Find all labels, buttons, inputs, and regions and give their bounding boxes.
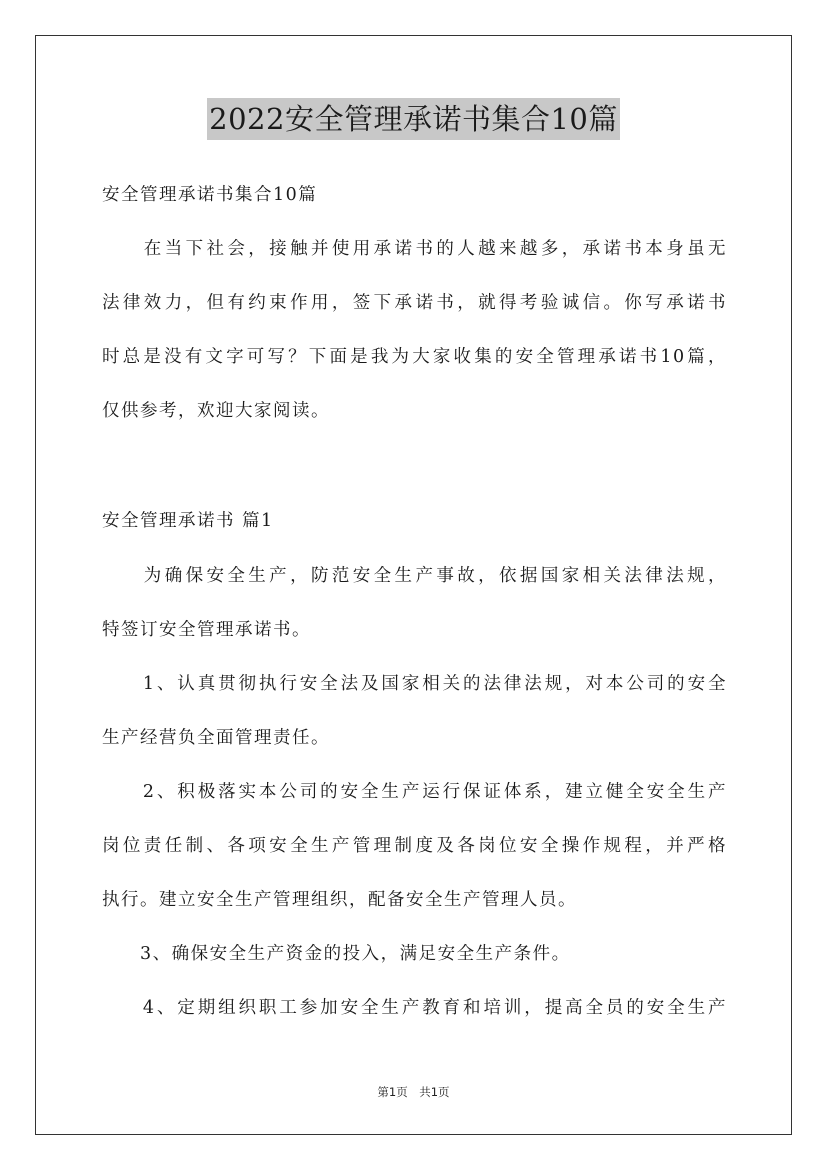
intro-heading: 安全管理承诺书集合10篇 [102,185,318,205]
intro-paragraph-line: 法律效力，但有约束作用，签下承诺书，就得考验诚信。你写承诺书 [102,293,727,313]
section-heading: 安全管理承诺书 篇1 [102,511,274,531]
body-paragraph-line: 4、定期组织职工参加安全生产教育和培训，提高全员的安全生产 [102,998,727,1018]
body-paragraph-line: 1、认真贯彻执行安全法及国家相关的法律法规，对本公司的安全 [102,674,727,694]
document-title: 2022安全管理承诺书集合10篇 [207,98,620,140]
body-paragraph-line: 3、确保安全生产资金的投入，满足安全生产条件。 [102,944,571,964]
body-paragraph-line: 执行。建立安全生产管理组织，配备安全生产管理人员。 [102,890,577,910]
intro-paragraph-line: 时总是没有文字可写？下面是我为大家收集的安全管理承诺书10篇， [102,347,727,367]
body-paragraph-line: 为确保安全生产，防范安全生产事故，依据国家相关法律法规， [102,566,727,586]
body-paragraph-line: 岗位责任制、各项安全生产管理制度及各岗位安全操作规程，并严格 [102,836,727,856]
body-paragraph-line: 特签订安全管理承诺书。 [102,620,311,640]
page-number-footer: 第1页 共1页 [377,1085,450,1099]
body-paragraph-line: 2、积极落实本公司的安全生产运行保证体系，建立健全安全生产 [102,782,727,802]
title-container [0,98,827,140]
body-paragraph-line: 生产经营负全面管理责任。 [102,728,330,748]
intro-paragraph-line: 仅供参考，欢迎大家阅读。 [102,401,330,421]
intro-paragraph-line: 在当下社会，接触并使用承诺书的人越来越多，承诺书本身虽无 [102,239,727,259]
